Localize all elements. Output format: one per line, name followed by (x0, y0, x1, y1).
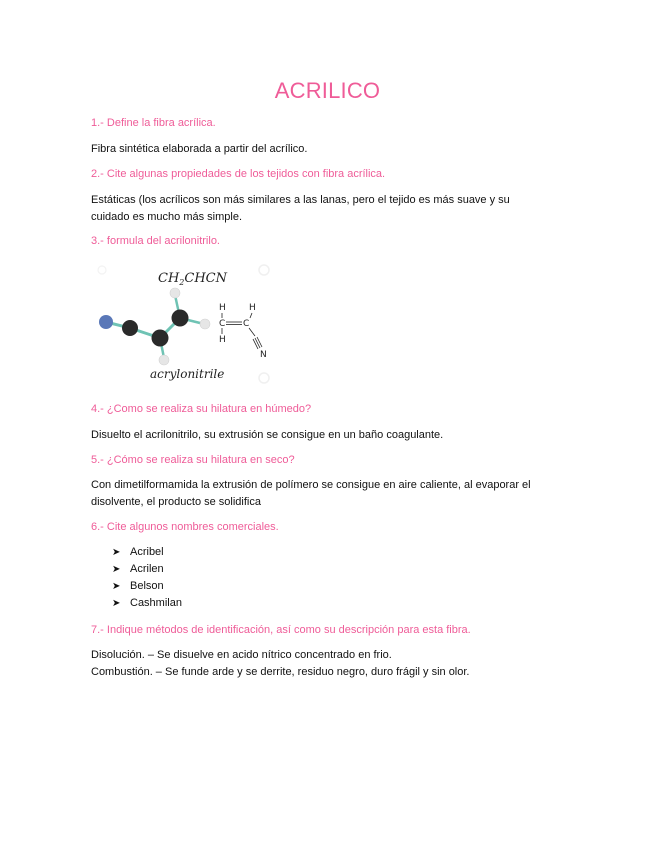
arrow-bullet-icon: ➤ (112, 547, 121, 558)
brand-list (112, 544, 182, 612)
answer-5-line-2: disolvente, el producto se solidifica (91, 496, 261, 508)
svg-text:C: C (219, 319, 226, 329)
question-2: 2.- Cite algunas propiedades de los tejidos con fibra acrílica. (91, 168, 386, 180)
structural-formula (219, 303, 267, 360)
answer-5-line-1: Con dimetilformamida la extrusión de polímero se consigue en aire caliente, al evaporar el (91, 479, 531, 491)
answer-7-line-2: Combustión. – Se funde arde y se derrite, residuo negro, duro frágil y sin olor. (91, 666, 470, 678)
answer-7-line-1: Disolución. – Se disuelve en acido nítrico concentrado en frio. (91, 649, 392, 661)
answer-2-line-1: Estáticas (los acrílicos son más similares a las lanas, pero el tejido es más suave y su (91, 194, 510, 206)
formula-label: $CH_2CHCN$ (158, 271, 227, 287)
triple-bond (255, 338, 260, 348)
watermark-icon (259, 265, 269, 275)
question-7: 7.- Indique métodos de identificación, así como su descripción para esta fibra. (91, 624, 471, 636)
carbon-atom (122, 320, 138, 336)
question-6: 6.- Cite algunos nombres comerciales. (91, 521, 279, 533)
nitrogen-atom (99, 315, 113, 329)
list-item: ➤ Cashmilan (112, 595, 182, 612)
arrow-bullet-icon: ➤ (112, 581, 121, 592)
molecule-name: acrylonitrile (150, 367, 225, 381)
list-item: ➤ Acribel (112, 544, 182, 561)
acrylonitrile-figure (92, 260, 292, 390)
question-5: 5.- ¿Cómo se realiza su hilatura en seco? (91, 454, 295, 466)
question-1: 1.- Define la fibra acrílica. (91, 117, 216, 129)
question-3: 3.- formula del acrilonitrilo. (91, 235, 220, 247)
list-item: ➤ Belson (112, 578, 182, 595)
svg-text:N: N (260, 350, 267, 360)
arrow-bullet-icon: ➤ (112, 564, 121, 575)
hydrogen-atom (159, 355, 169, 365)
bond-line (250, 313, 252, 318)
svg-text:H: H (219, 335, 226, 345)
molecule-ball-and-stick-icon (92, 260, 292, 390)
list-item: ➤ Acrilen (112, 561, 182, 578)
answer-4: Disuelto el acrilonitrilo, su extrusión se consigue en un baño coagulante. (91, 429, 444, 441)
question-4: 4.- ¿Como se realiza su hilatura en húmedo? (91, 403, 312, 415)
watermark-icon (98, 266, 106, 274)
watermark-icon (259, 373, 269, 383)
hydrogen-atom (200, 319, 210, 329)
svg-text:H: H (219, 303, 226, 313)
answer-1: Fibra sintética elaborada a partir del acrílico. (91, 143, 308, 155)
arrow-bullet-icon: ➤ (112, 598, 121, 609)
bond-line (249, 328, 255, 336)
carbon-atom (152, 330, 169, 347)
triple-bond (253, 339, 258, 349)
page-title: ACRILICO (274, 78, 381, 103)
carbon-atom (172, 310, 189, 327)
svg-text:C: C (243, 319, 250, 329)
hydrogen-atom (170, 288, 180, 298)
answer-2-line-2: cuidado es mucho más simple. (91, 211, 243, 223)
svg-text:H: H (249, 303, 256, 313)
triple-bond (257, 337, 262, 347)
